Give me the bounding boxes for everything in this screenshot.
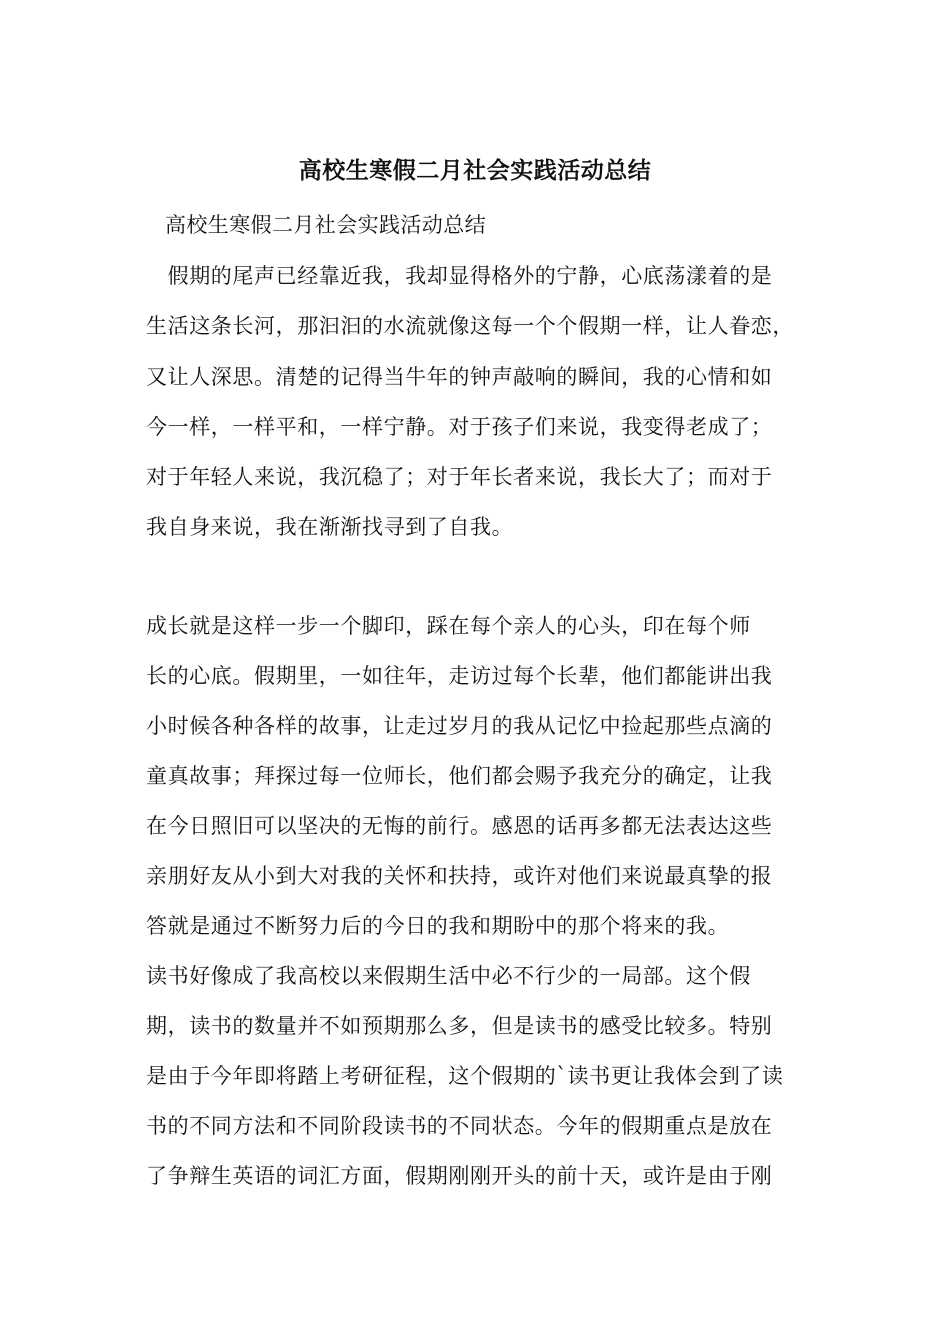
paragraph-line: 今一样，一样平和，一样宁静。对于孩子们来说，我变得老成了；	[146, 415, 773, 439]
paragraph-line: 了争辩生英语的词汇方面，假期刚刚开头的前十天，或许是由于刚	[146, 1164, 773, 1188]
paragraph-line: 对于年轻人来说，我沉稳了；对于年长者来说，我长大了；而对于	[146, 465, 773, 489]
paragraph-line: 生活这条长河，那汩汩的水流就像这每一个个假期一样，让人眷恋，	[146, 314, 794, 338]
paragraph-line: 长的心底。假期里，一如往年，走访过每个长辈，他们都能讲出我	[146, 664, 773, 688]
paragraph-line: 读书好像成了我高校以来假期生活中必不行少的一局部。这个假	[146, 964, 751, 988]
document-subtitle: 高校生寒假二月社会实践活动总结	[165, 213, 486, 237]
paragraph-line: 假期的尾声已经靠近我，我却显得格外的宁静，心底荡漾着的是	[146, 264, 773, 288]
paragraph-line: 答就是通过不断努力后的今日的我和期盼中的那个将来的我。	[146, 914, 730, 938]
paragraph-line: 童真故事；拜探过每一位师长，他们都会赐予我充分的确定，让我	[146, 764, 773, 788]
paragraph-line: 成长就是这样一步一个脚印，踩在每个亲人的心头，印在每个师	[146, 614, 751, 638]
paragraph-line: 小时候各种各样的故事，让走过岁月的我从记忆中捡起那些点滴的	[146, 714, 773, 738]
document-title: 高校生寒假二月社会实践活动总结	[298, 157, 652, 184]
paragraph-line: 书的不同方法和不同阶段读书的不同状态。今年的假期重点是放在	[146, 1114, 773, 1138]
paragraph-line: 在今日照旧可以坚决的无悔的前行。感恩的话再多都无法表达这些	[146, 814, 773, 838]
paragraph-line: 期，读书的数量并不如预期那么多，但是读书的感受比较多。特别	[146, 1014, 773, 1038]
paragraph-line: 又让人深思。清楚的记得当牛年的钟声敲响的瞬间，我的心情和如	[146, 365, 773, 389]
paragraph-line: 是由于今年即将踏上考研征程，这个假期的`读书更让我体会到了读	[146, 1064, 784, 1088]
paragraph-line: 我自身来说，我在渐渐找寻到了自我。	[146, 515, 514, 539]
paragraph-line: 亲朋好友从小到大对我的关怀和扶持，或许对他们来说最真挚的报	[146, 864, 773, 888]
